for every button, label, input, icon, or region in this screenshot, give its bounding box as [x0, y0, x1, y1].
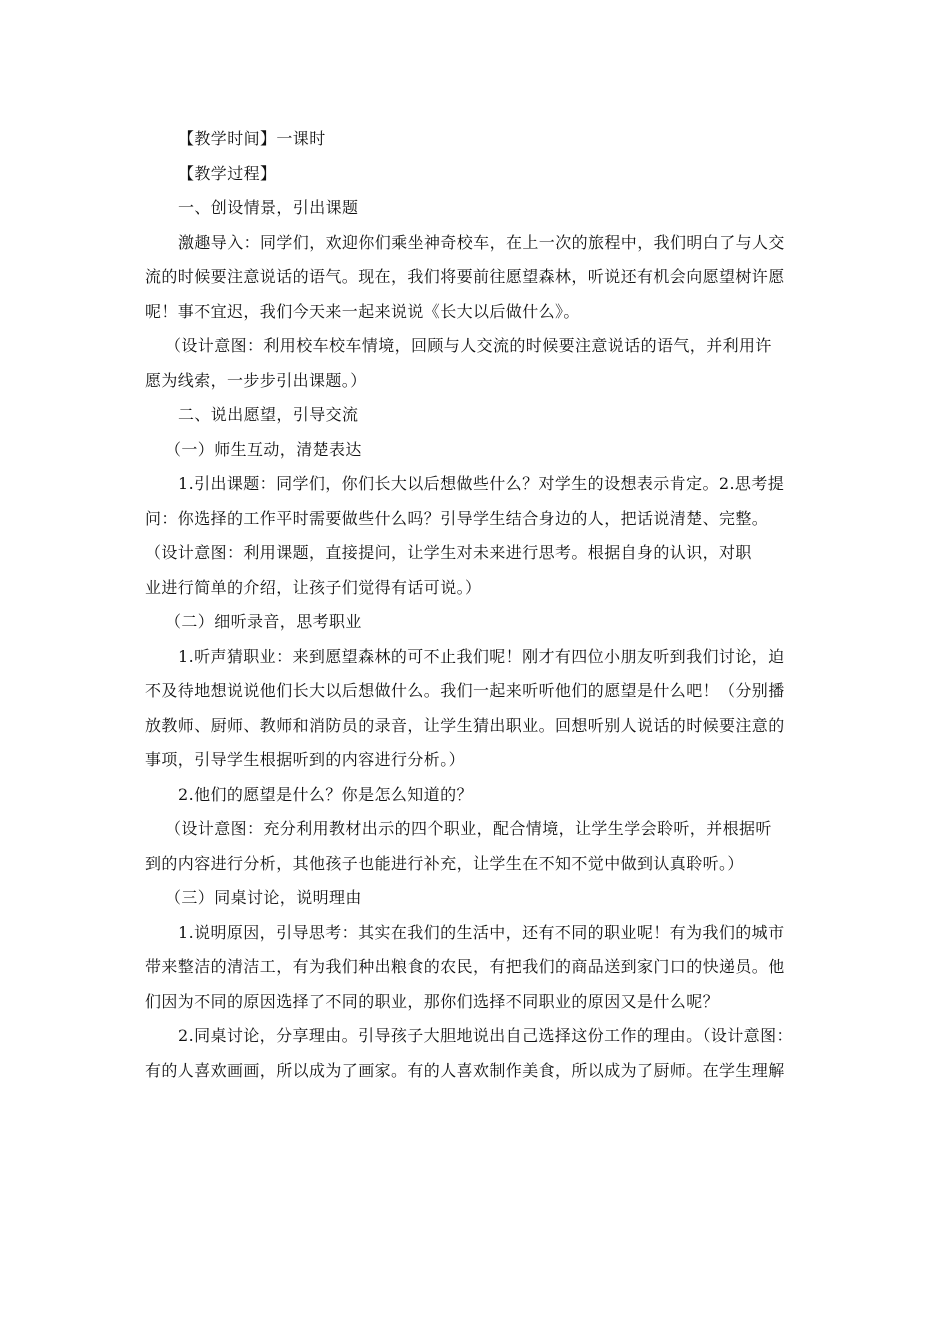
- paragraph-line: 有的人喜欢画画，所以成为了画家。有的人喜欢制作美食，所以成为了厨师。在学生理解: [145, 1060, 785, 1080]
- paragraph-line: 2.同桌讨论，分享理由。引导孩子大胆地说出自己选择这份工作的理由。（设计意图：: [178, 1026, 793, 1045]
- design-intent-line: （设计意图：利用课题，直接提问，让学生对未来进行思考。根据自身的认识，对职: [145, 543, 752, 562]
- paragraph-line: 激趣导入：同学们，欢迎你们乘坐神奇校车，在上一次的旅程中，我们明白了与人交: [178, 232, 785, 252]
- section-1-heading: 一、创设情景，引出课题: [178, 198, 359, 217]
- teaching-time-heading: 【教学时间】一课时: [178, 129, 326, 148]
- paragraph-line: 1.引出课题：同学们，你们长大以后想做些什么？对学生的设想表示肯定。2.思考提: [178, 474, 785, 493]
- paragraph-line: 不及待地想说说他们长大以后想做什么。我们一起来听听他们的愿望是什么吧！（分别播: [145, 681, 785, 700]
- paragraph-line: 问：你选择的工作平时需要做些什么吗？引导学生结合身边的人，把话说清楚、完整。: [145, 508, 769, 528]
- paragraph-line: 呢！事不宜迟，我们今天来一起来说说《长大以后做什么》。: [145, 301, 580, 321]
- section-2-heading: 二、说出愿望，引导交流: [178, 405, 359, 424]
- design-intent-line: （设计意图：利用校车校车情境，回顾与人交流的时候要注意说话的语气，并利用许: [165, 336, 772, 355]
- paragraph-line: 1.说明原因，引导思考：其实在我们的生活中，还有不同的职业呢！有为我们的城市: [178, 922, 785, 942]
- design-intent-line: 到的内容进行分析，其他孩子也能进行补充，让学生在不知不觉中做到认真聆听。）: [145, 853, 744, 873]
- paragraph-line: 1.听声猜职业：来到愿望森林的可不止我们呢！刚才有四位小朋友听到我们讨论，迫: [178, 646, 785, 666]
- paragraph-line: 带来整洁的清洁工，有为我们种出粮食的农民，有把我们的商品送到家门口的快递员。他: [145, 957, 785, 976]
- paragraph-line: 事项，引导学生根据听到的内容进行分析。）: [145, 750, 466, 769]
- subsection-2-heading: （二）细听录音，思考职业: [165, 612, 362, 631]
- design-intent-line: 业进行简单的介绍，让孩子们觉得有话可说。）: [145, 577, 482, 597]
- paragraph-line: 2.他们的愿望是什么？你是怎么知道的？: [178, 784, 473, 804]
- paragraph-line: 流的时候要注意说话的语气。现在，我们将要前往愿望森林，听说还有机会向愿望树许愿: [145, 267, 785, 286]
- teaching-process-heading: 【教学过程】: [178, 163, 277, 183]
- subsection-3-heading: （三）同桌讨论，说明理由: [165, 888, 362, 907]
- paragraph-line: 放教师、厨师、教师和消防员的录音，让学生猜出职业。回想听别人说话的时候要注意的: [145, 715, 785, 735]
- document-body: [145, 122, 805, 1088]
- paragraph-line: 们因为不同的原因选择了不同的职业，那你们选择不同职业的原因又是什么呢？: [145, 991, 720, 1011]
- subsection-1-heading: （一）师生互动，清楚表达: [165, 439, 362, 459]
- design-intent-line: （设计意图：充分利用教材出示的四个职业，配合情境，让学生学会聆听，并根据听: [165, 819, 772, 838]
- design-intent-line: 愿为线索，一步步引出课题。）: [145, 370, 367, 390]
